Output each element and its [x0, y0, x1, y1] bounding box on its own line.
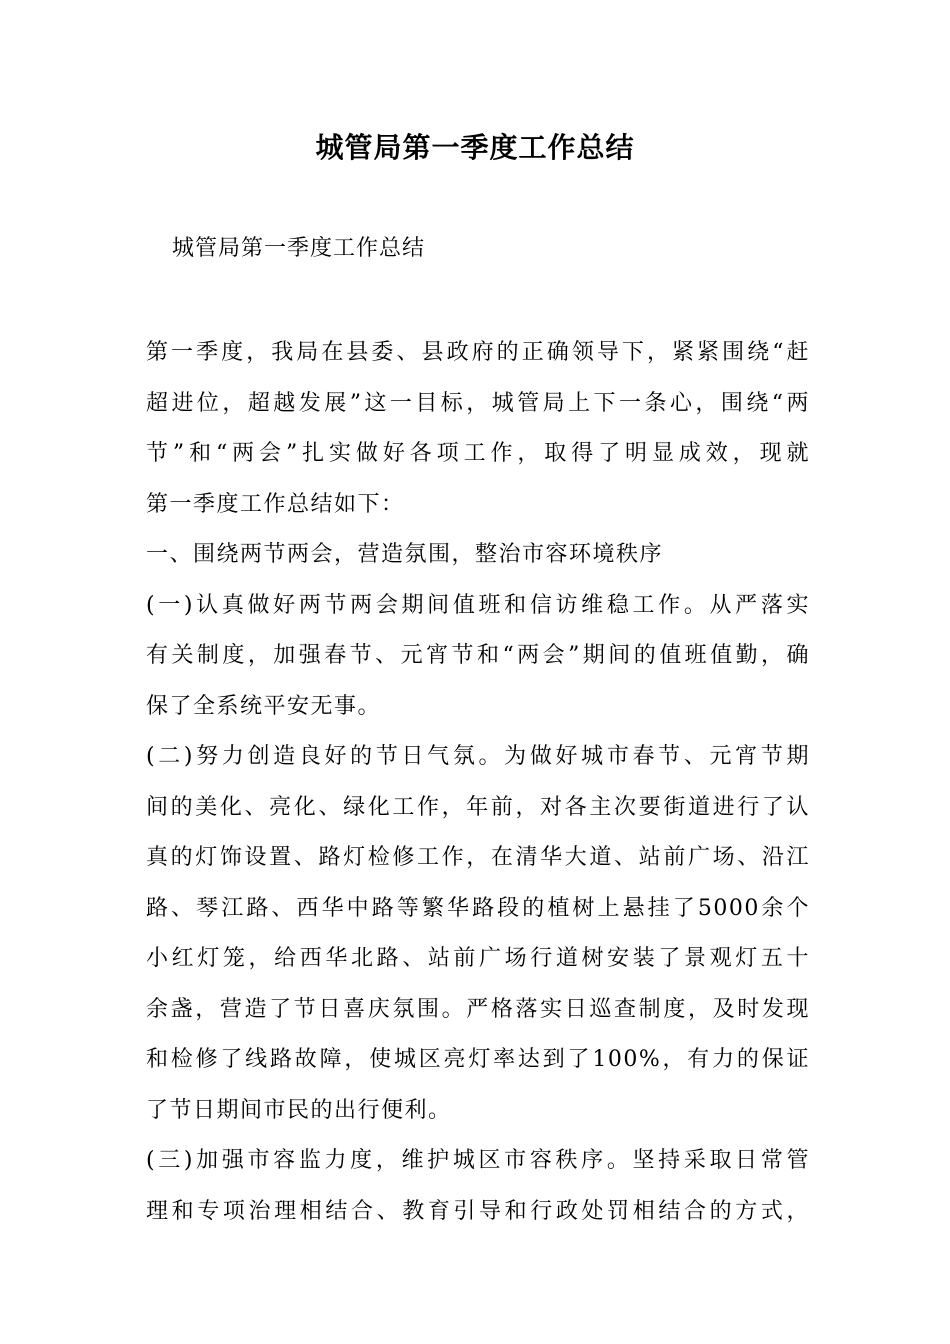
body-line: 超进位，超越发展”这一目标，城管局上下一条心，围绕“两: [146, 390, 810, 416]
body-line: 第一季度工作总结如下：: [146, 491, 405, 517]
body-line: 节”和“两会”扎实做好各项工作，取得了明显成效，现就: [146, 441, 810, 466]
body-line: 间的美化、亮化、绿化工作，年前，对各主次要街道进行了认: [146, 794, 810, 820]
document-subtitle: 城管局第一季度工作总结: [172, 236, 426, 261]
body-line: 真的灯饰设置、路灯检修工作，在清华大道、站前广场、沿江: [146, 845, 810, 870]
document-title: 城管局第一季度工作总结: [315, 131, 635, 164]
section-heading: 一、围绕两节两会，营造氛围，整治市容环境秩序: [146, 542, 664, 567]
body-line: (一)认真做好两节两会期间值班和信访维稳工作。从严落实: [146, 592, 810, 618]
body-line: 理和专项治理相结合、教育引导和行政处罚相结合的方式，: [146, 1198, 810, 1224]
body-line: (三)加强市容监力度，维护城区市容秩序。坚持采取日常管: [146, 1148, 810, 1173]
body-line: 和检修了线路故障，使城区亮灯率达到了100%，有力的保证: [146, 1047, 810, 1072]
document-body: [146, 328, 810, 1237]
body-line: 第一季度，我局在县委、县政府的正确领导下，紧紧围绕“赶: [146, 340, 810, 365]
body-line: 路、琴江路、西华中路等繁华路段的植树上悬挂了5000余个: [146, 895, 810, 921]
body-line: (二)努力创造良好的节日气氛。为做好城市春节、元宵节期: [146, 744, 810, 769]
body-line: 了节日期间市民的出行便利。: [146, 1097, 452, 1123]
body-line: 保了全系统平安无事。: [146, 693, 382, 719]
body-line: 有关制度，加强春节、元宵节和“两会”期间的值班值勤，确: [146, 643, 810, 668]
body-line: 小红灯笼，给西华北路、站前广场行道树安装了景观灯五十: [146, 946, 810, 971]
body-line: 余盏，营造了节日喜庆氛围。严格落实日巡查制度，及时发现: [146, 996, 810, 1022]
